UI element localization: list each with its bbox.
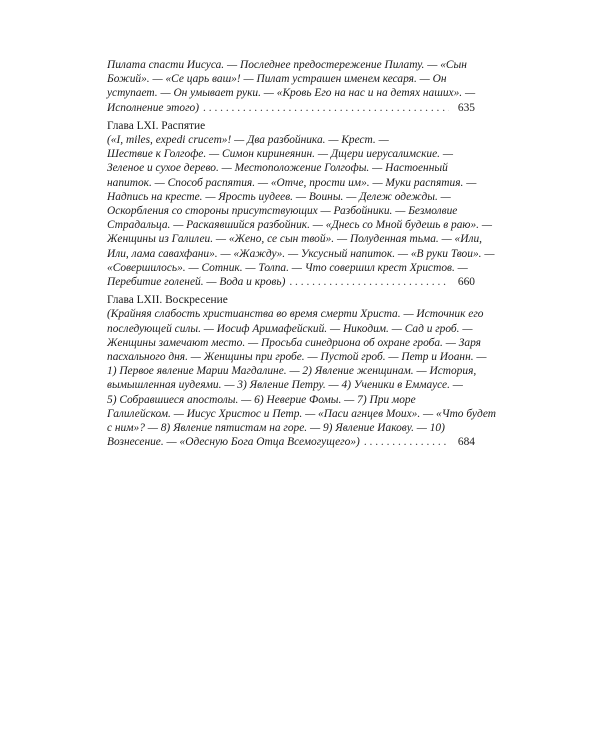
entry-line: Женщины из Галилеи. — «Жено, се сын твой». — Полуденная тьма. — «Или, [107, 233, 482, 246]
entry-line: Галилейском. — Иисус Христос и Петр. — «Паси агнцев Моих». — «Что будет [107, 407, 496, 420]
entry-line: Божий». — «Се царь ваш»! — Пилат устрашен именем кесаря. — Он [107, 73, 447, 86]
table-of-contents [107, 58, 496, 453]
entry-line: Женщины замечают место. — Просьба синедриона об охране гроба. — Заря [107, 336, 481, 349]
entry-line: последующей силы. — Иосиф Аримафейский. — Никодим. — Сад и гроб. — [107, 322, 473, 335]
entry-line: Оскорбления со стороны присутствующих — Разбойники. — Безмолвие [107, 205, 458, 218]
entry-line: Страдальца. — Раскаявшийся разбойник. — «Днесь со Мной будешь в раю». — [107, 219, 492, 232]
entry-line: Зеленое и сухое дерево. — Местоположение Голгофы. — Настоенный [107, 162, 448, 175]
entry-line: напиток. — Способ распятия. — «Отче, прости им». — Муки распятия. — [107, 176, 477, 189]
entry-last-line [107, 275, 475, 289]
entry-line: (Крайняя слабость христианства во время смерти Христа. — Источник его [107, 308, 484, 321]
entry-line: Пилата спасти Иисуса. — Последнее предостережение Пилату. — «Сын [107, 59, 467, 71]
entry-line: Шествие к Голгофе. — Симон киринеянин. — Дщери иерусалимские. — [107, 148, 453, 161]
entry-line: вымышленная иудеями. — 3) Явление Петру. — 4) Ученики в Еммаусе. — [107, 379, 463, 392]
entry-last-line [107, 101, 475, 115]
entry-line: 5) Собравшиеся апостолы. — 6) Неверие Фомы. — 7) При море [107, 393, 416, 406]
entry-line: Или, лама савахфани». — «Жажду». — Уксусный напиток. — «В руки Твои». — [107, 247, 495, 260]
chapter-heading: Глава LXII. Воскресение [107, 294, 228, 307]
entry-line: пасхального дня. — Женщины при гробе. — Пустой гроб. — Петр и Иоанн. — [107, 351, 487, 364]
entry-line: уступает. — Он умывает руки. — «Кровь Его на нас и на детях наших». — [107, 87, 476, 100]
entry-line: с ним»? — 8) Явление пятистам на горе. — 9) Явление Иакову. — 10) [107, 422, 445, 435]
dot-leader [364, 435, 449, 449]
entry-line: 1) Первое явление Марии Магдалине. — 2) Явление женщинам. — История, [107, 365, 477, 378]
page-number: 684 [457, 436, 475, 449]
dot-leader [289, 275, 449, 289]
dot-leader [203, 101, 449, 115]
page-number: 660 [457, 276, 475, 289]
entry-line: Вознесение. — «Одесную Бога Отца Всемогущего») [107, 436, 360, 449]
entry-line: Исполнение этого) [107, 101, 200, 114]
toc-entry-chapter-62 [107, 293, 496, 449]
entry-line: «Совершилось». — Сотник. — Толпа. — Что совершил крест Христов. — [107, 261, 468, 274]
page-number: 635 [457, 101, 475, 114]
toc-entry-chapter-61 [107, 119, 495, 289]
toc-entry-pilate [107, 58, 475, 115]
entry-last-line [107, 435, 475, 449]
entry-line: («I, miles, expedi crucem»! — Два разбойника. — Крест. — [107, 134, 389, 147]
entry-line: Надпись на кресте. — Ярость иудеев. — Воины. — Дележ одежды. — [107, 190, 451, 203]
entry-line: Перебитие голеней. — Вода и кровь) [107, 276, 286, 289]
chapter-heading: Глава LXI. Распятие [107, 119, 206, 132]
